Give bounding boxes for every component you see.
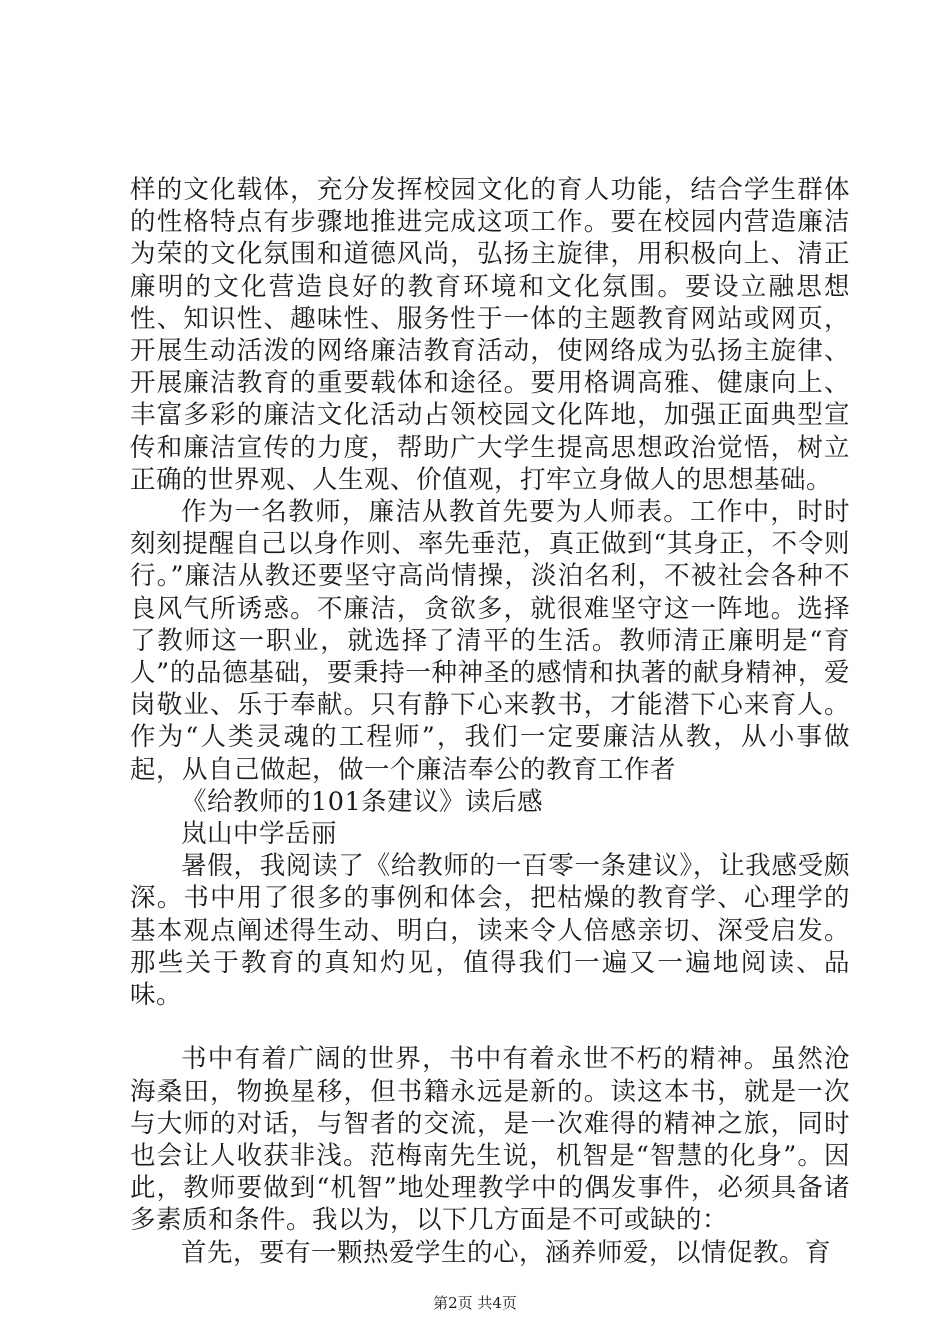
article-title: 《给教师的101条建议》读后感 (181, 786, 544, 817)
page-number-label: 第2页 共4页 (433, 1294, 517, 1312)
article-author: 岚山中学岳丽 (181, 819, 338, 850)
paragraph-teacher-integrity: 作为一名教师，廉洁从教首先要为人师表。工作中，时时刻刻提醒自己以身作则、率先垂范，真正做到“其身正，不令则行。”廉洁从教还要坚守高尚情操，淡泊名利，不被社会各种不良风气所诱惑。不廉洁，贪欲多，就很难坚守这一阵地。选择了教师这一职业，就选择了清平的生活。教师清正廉明是“育人”的品德基础，要秉持一种神圣的感情和执著的献身精神，爱岗敬业、乐于奉献。只有静下心来教书，才能潜下心来育人。作为“人类灵魂的工程师”，我们一定要廉洁从教，从小事做起，从自己做起，做一个廉洁奉公的教育工作者 (130, 497, 850, 785)
paragraph-first-point: 首先，要有一颗热爱学生的心，涵养师爱，以情促教。育 (181, 1237, 832, 1268)
paragraph-spacer (130, 1011, 850, 1043)
document-body (130, 174, 850, 1269)
paragraph-campus-culture: 样的文化载体，充分发挥校园文化的育人功能，结合学生群体的性格特点有步骤地推进完成这项工作。要在校园内营造廉洁为荣的文化氛围和道德风尚，弘扬主旋律，用积极向上、清正廉明的文化营造良好的教育环境和文化氛围。要设立融思想性、知识性、趣味性、服务性于一体的主题教育网站或网页，开展生动活泼的网络廉洁教育活动，使网络成为弘扬主旋律、开展廉洁教育的重要载体和途径。要用格调高雅、健康向上、丰富多彩的廉洁文化活动占领校园文化阵地，加强正面典型宣传和廉洁宣传的力度，帮助广大学生提高思想政治觉悟，树立正确的世界观、人生观、价值观，打牢立身做人的思想基础。 (130, 175, 850, 495)
paragraph-summer-reading: 暑假，我阅读了《给教师的一百零一条建议》，让我感受颇深。书中用了很多的事例和体会，把枯燥的教育学、心理学的基本观点阐述得生动、明白，读来令人倍感亲切、深受启发。那些关于教育的真知灼见，值得我们一遍又一遍地阅读、品味。 (130, 851, 850, 1011)
page-footer (0, 1292, 950, 1313)
paragraph-book-world: 书中有着广阔的世界，书中有着永世不朽的精神。虽然沧海桑田，物换星移，但书籍永远是新的。读这本书，就是一次与大师的对话，与智者的交流，是一次难得的精神之旅，同时也会让人收获非浅。范梅南先生说，机智是“智慧的化身”。因此，教师要做到“机智”地处理教学中的偶发事件，必须具备诸多素质和条件。我以为，以下几方面是不可或缺的： (130, 1044, 850, 1236)
